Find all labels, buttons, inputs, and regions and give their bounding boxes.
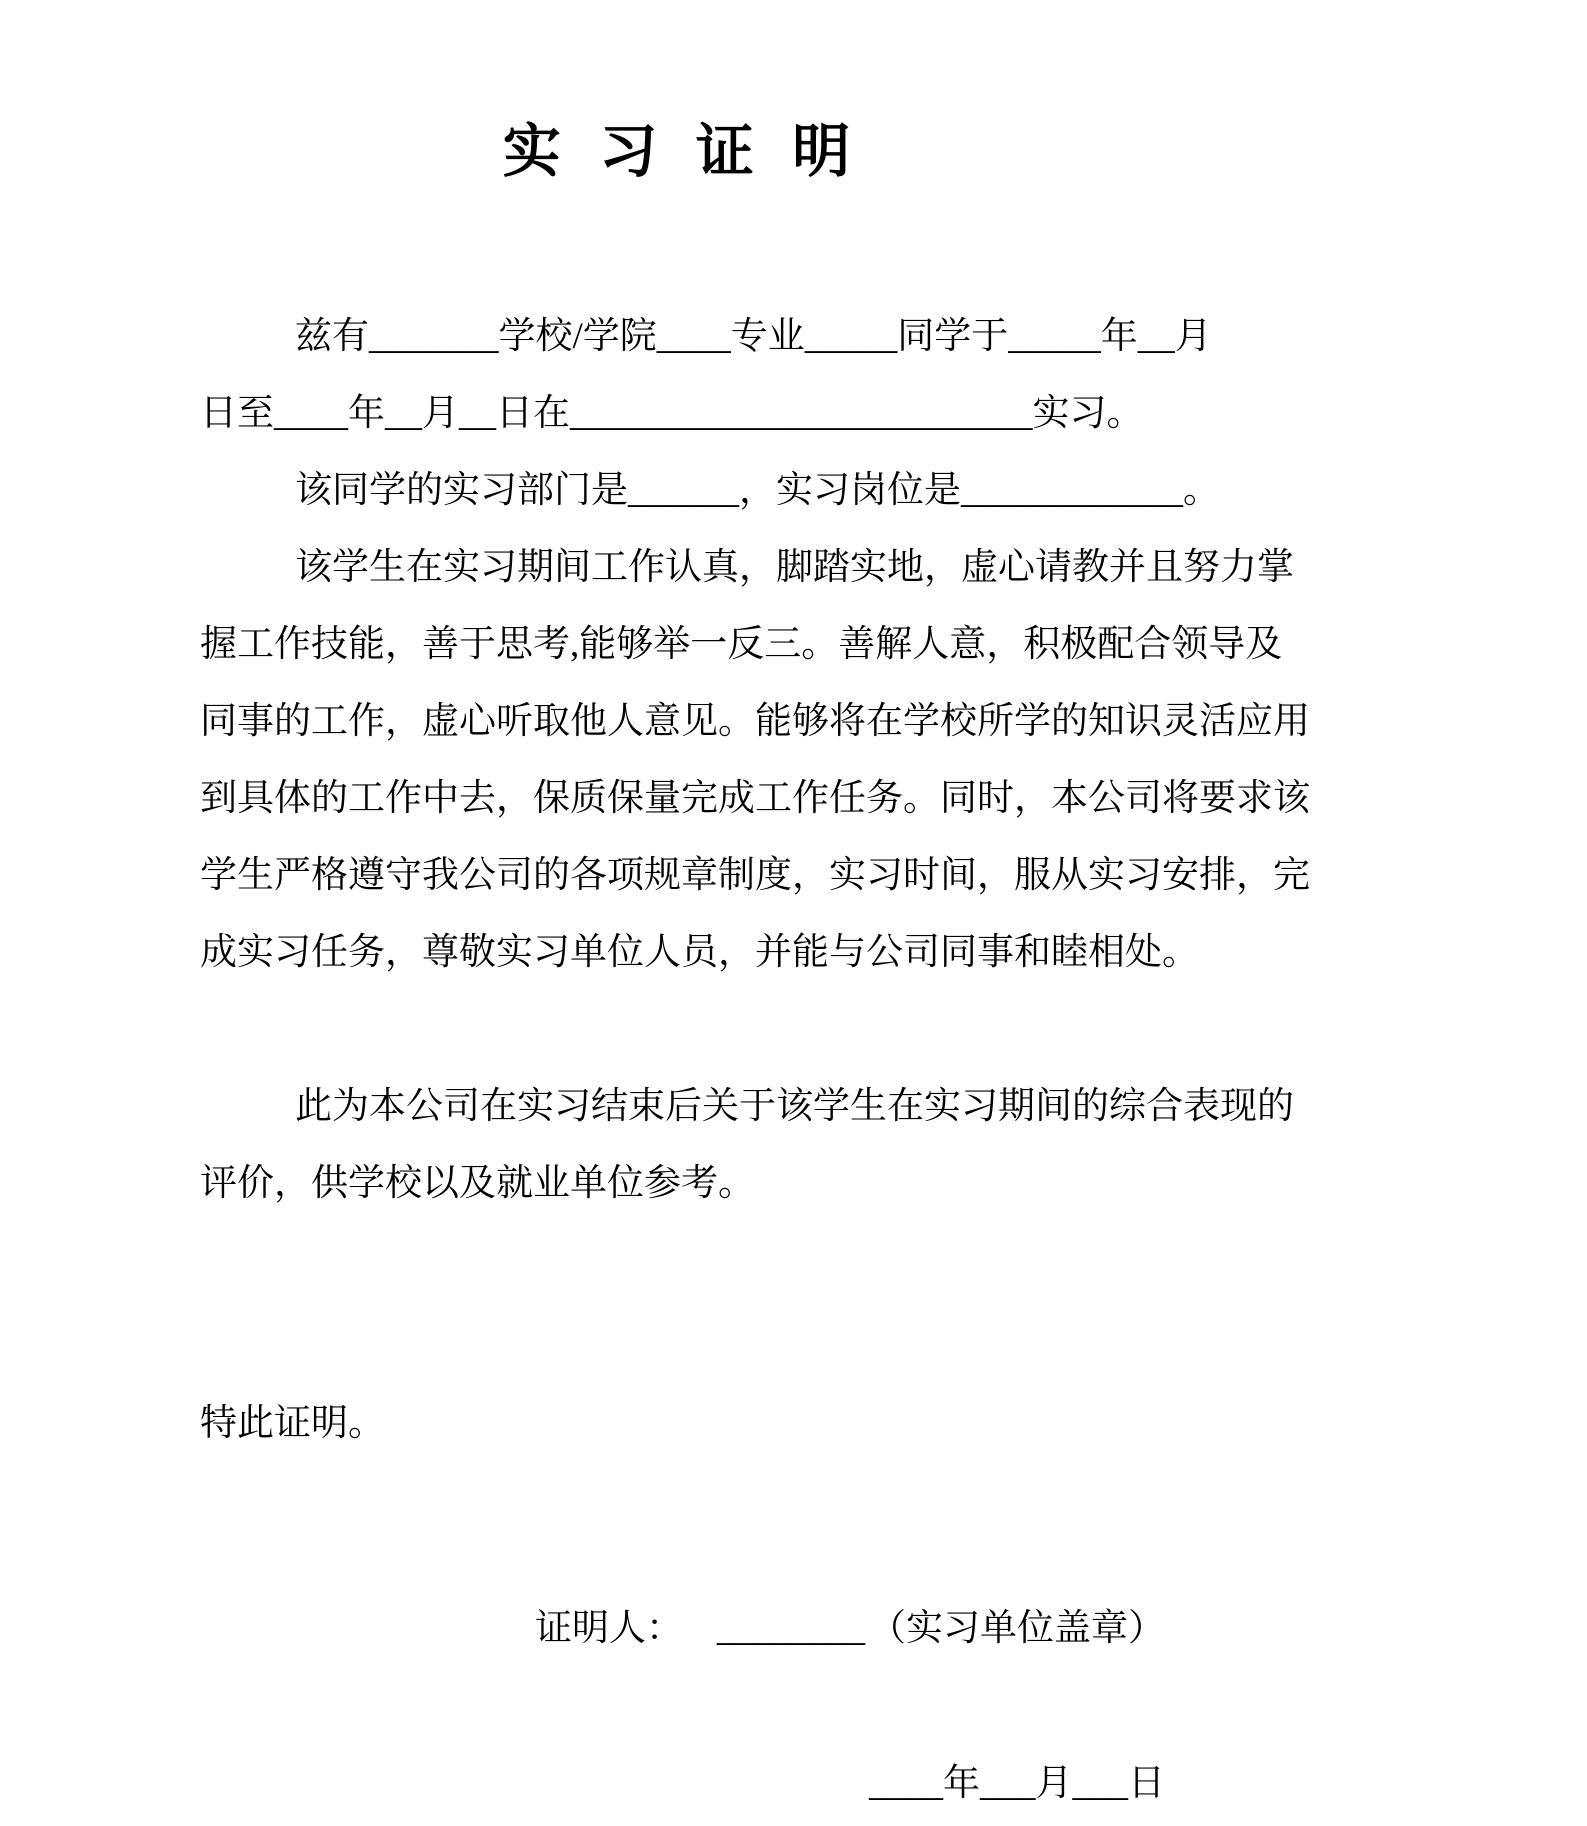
performance-line-5: 学生严格遵守我公司的各项规章制度，实习时间，服从实习安排，完 — [200, 855, 1310, 896]
performance-line-4: 到具体的工作中去，保质保量完成工作任务。同时，本公司将要求该 — [200, 778, 1310, 819]
evaluation-line-1: 此为本公司在实习结束后关于该学生在实习期间的综合表现的 — [295, 1086, 1294, 1127]
performance-line-1: 该学生在实习期间工作认真，脚踏实地，虚心请教并且努力掌 — [295, 547, 1294, 588]
paragraph-performance — [200, 529, 1310, 991]
performance-line-2: 握工作技能，善于思考,能够举一反三。善解人意，积极配合领导及 — [200, 624, 1283, 665]
paragraph-evaluation — [200, 1068, 1294, 1222]
stamp-note: （实习单位盖章） — [869, 1608, 1165, 1649]
closing-statement: 特此证明。 — [200, 1403, 385, 1444]
signature-row — [200, 1590, 1165, 1667]
document-title: 实 习 证 明 — [502, 119, 863, 184]
evaluation-line-2: 评价，供学校以及就业单位参考。 — [200, 1163, 755, 1204]
intro-line-2: 日至____年__月__日在_________________________实习。 — [200, 393, 1144, 434]
signer-blank: ________ — [717, 1608, 865, 1649]
paragraph-department — [200, 452, 1220, 529]
paragraph-intro — [200, 298, 1212, 452]
department-line-1: 该同学的实习部门是______，实习岗位是____________。 — [295, 470, 1220, 511]
document-body — [200, 298, 1310, 1822]
document-page — [200, 0, 1310, 1826]
performance-line-6: 成实习任务，尊敬实习单位人员，并能与公司同事和睦相处。 — [200, 932, 1199, 973]
signer-label: 证明人： — [535, 1608, 683, 1649]
intro-line-1: 兹有_______学校/学院____专业_____同学于_____年__月 — [295, 316, 1212, 357]
date-line: ____年___月___日 — [869, 1763, 1165, 1804]
performance-line-3: 同事的工作，虚心听取他人意见。能够将在学校所学的知识灵活应用 — [200, 701, 1310, 742]
